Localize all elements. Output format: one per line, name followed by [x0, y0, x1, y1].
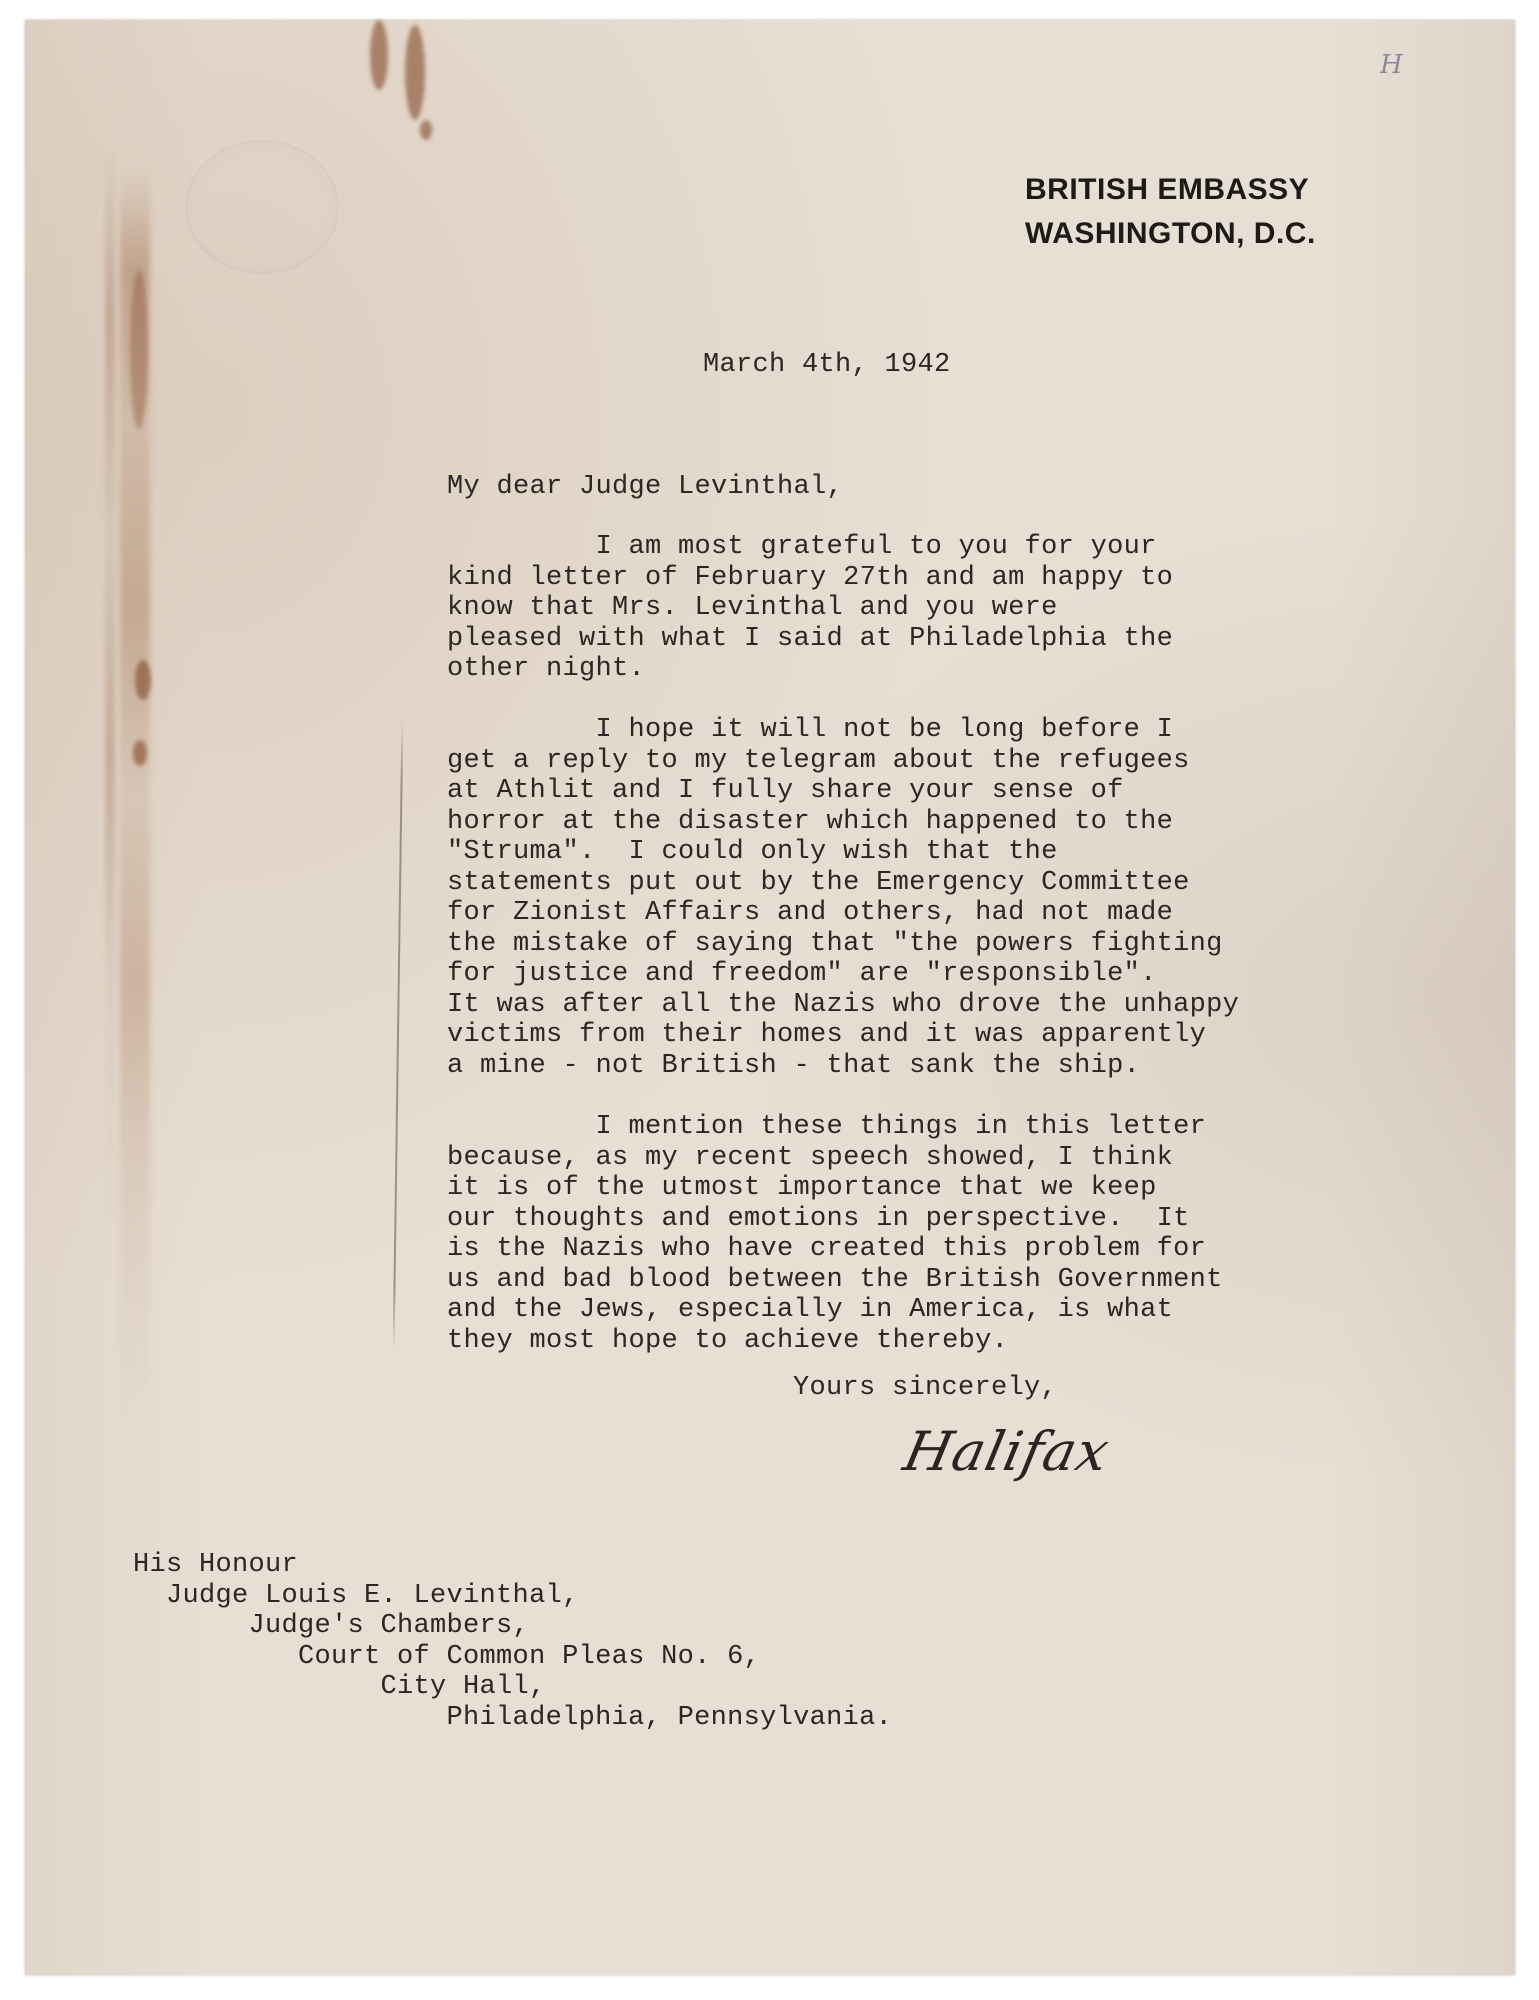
rust-stain [420, 120, 432, 140]
signature: Halifax [898, 1420, 1116, 1483]
paragraph-line: I mention these things in this letter [447, 1112, 1207, 1142]
paragraph-line: for Zionist Affairs and others, had not made [447, 898, 1174, 928]
paragraph-line: at Athlit and I fully share your sense of [447, 776, 1124, 806]
address-line: Judge Louis E. Levinthal, [133, 1580, 579, 1611]
paragraph-line: the mistake of saying that "the powers fighting [447, 928, 1223, 959]
paragraph-line: horror at the disaster which happened to the [447, 806, 1174, 837]
corner-pencil-mark: H [1380, 50, 1403, 80]
paragraph-line: get a reply to my telegram about the refugees [447, 745, 1190, 776]
address-line: City Hall, [133, 1672, 546, 1702]
paragraph-line: it is of the utmost importance that we keep [447, 1173, 1157, 1203]
rust-stain [370, 20, 388, 90]
paragraph-3 [447, 1112, 1347, 1356]
margin-pencil-line [393, 720, 404, 1350]
paragraph-line: they most hope to achieve thereby. [447, 1325, 1009, 1356]
rust-stain [133, 740, 147, 766]
letter-page [25, 20, 1515, 1975]
rust-stain [405, 25, 425, 120]
paragraph-line: pleased with what I said at Philadelphia the [447, 623, 1174, 654]
paragraph-line: "Struma". I could only wish that the [447, 837, 1058, 867]
paragraph-line: other night. [447, 654, 646, 684]
letterhead-line-1: BRITISH EMBASSY [1025, 173, 1310, 206]
paragraph-line: statements put out by the Emergency Committee [447, 867, 1190, 898]
address-line: Judge's Chambers, [133, 1611, 530, 1641]
address-line: Court of Common Pleas No. 6, [133, 1641, 761, 1672]
rust-stain-strip-secondary [105, 150, 115, 1250]
paragraph-line: a mine - not British - that sank the ship. [447, 1050, 1141, 1081]
paragraph-line: for justice and freedom" are "responsible". [447, 959, 1157, 989]
paragraph-line: and the Jews, especially in America, is what [447, 1295, 1174, 1325]
letterhead [1025, 168, 1316, 256]
paragraph-2 [447, 715, 1347, 1081]
recipient-address [133, 1550, 1133, 1733]
paragraph-line: I am most grateful to you for your [447, 532, 1157, 562]
address-line: Philadelphia, Pennsylvania. [133, 1702, 893, 1733]
paragraph-line: is the Nazis who have created this problem for [447, 1234, 1207, 1264]
paragraph-line: victims from their homes and it was apparently [447, 1020, 1207, 1050]
paragraph-line: us and bad blood between the British Government [447, 1264, 1223, 1295]
closing: Yours sincerely, [793, 1373, 1058, 1403]
rust-stain [130, 270, 148, 430]
letter-date: March 4th, 1942 [703, 350, 951, 380]
paragraph-line: I hope it will not be long before I [447, 715, 1174, 745]
paragraph-line: It was after all the Nazis who drove the unhappy [447, 989, 1240, 1020]
address-line: His Honour [133, 1550, 299, 1580]
embossed-seal [185, 140, 339, 274]
salutation: My dear Judge Levinthal, [447, 472, 844, 502]
rust-stain [135, 660, 151, 700]
letterhead-line-2: WASHINGTON, D.C. [1025, 217, 1316, 250]
paragraph-line: kind letter of February 27th and am happy to [447, 562, 1174, 593]
paragraph-line: because, as my recent speech showed, I think [447, 1142, 1174, 1173]
paragraph-line: our thoughts and emotions in perspective. It [447, 1203, 1190, 1234]
paragraph-1 [447, 532, 1347, 685]
paragraph-line: know that Mrs. Levinthal and you were [447, 593, 1058, 623]
